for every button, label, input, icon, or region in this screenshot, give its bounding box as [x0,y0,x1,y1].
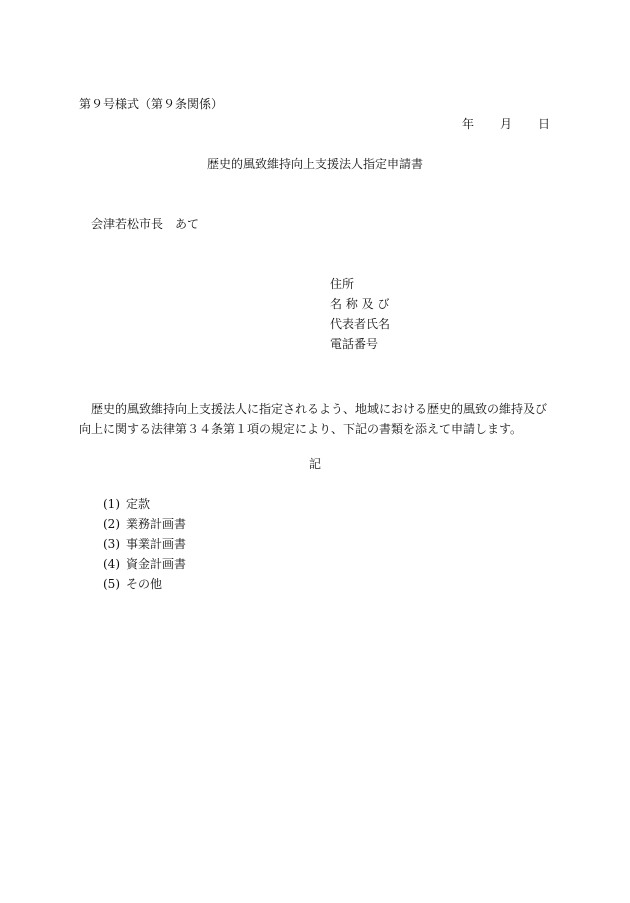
list-item-label: 事業計画書 [126,537,187,551]
list-item [103,538,186,558]
date-line [462,118,550,130]
list-item-number: (3) [103,537,120,551]
phone-label: 電話番号 [330,337,379,351]
applicant-block [330,278,390,358]
address-label: 住所 [330,277,355,291]
form-number: 第９号様式（第９条関係） [79,97,224,111]
list-item-number: (4) [103,557,120,571]
list-item-label: その他 [126,577,163,591]
list-item [103,558,186,578]
addressee: 会津若松市長 あて [91,217,200,231]
date-day-label: 日 [537,117,550,131]
attachment-list [103,498,186,598]
list-item-number: (5) [103,577,120,591]
ki-heading: 記 [308,457,321,471]
list-item-number: (1) [103,497,120,511]
document-title: 歴史的風致維持向上支援法人指定申請書 [206,157,423,171]
list-item [103,498,186,518]
list-item-label: 定款 [126,497,151,511]
date-month-label: 月 [499,117,512,131]
name-label: 名 称 及 び [330,297,390,311]
date-year-label: 年 [461,117,474,131]
list-item-number: (2) [103,517,120,531]
list-item-label: 資金計画書 [126,557,187,571]
body-text: 歴史的風致維持向上支援法人に指定されるよう、地域における歴史的風致の維持及び向上に関する法律第３４条第１項の規定により、下記の書類を添えて申請します。 [79,402,548,436]
representative-label: 代表者氏名 [330,317,391,331]
list-item-label: 業務計画書 [126,517,187,531]
list-item [103,578,186,598]
list-item [103,518,186,538]
